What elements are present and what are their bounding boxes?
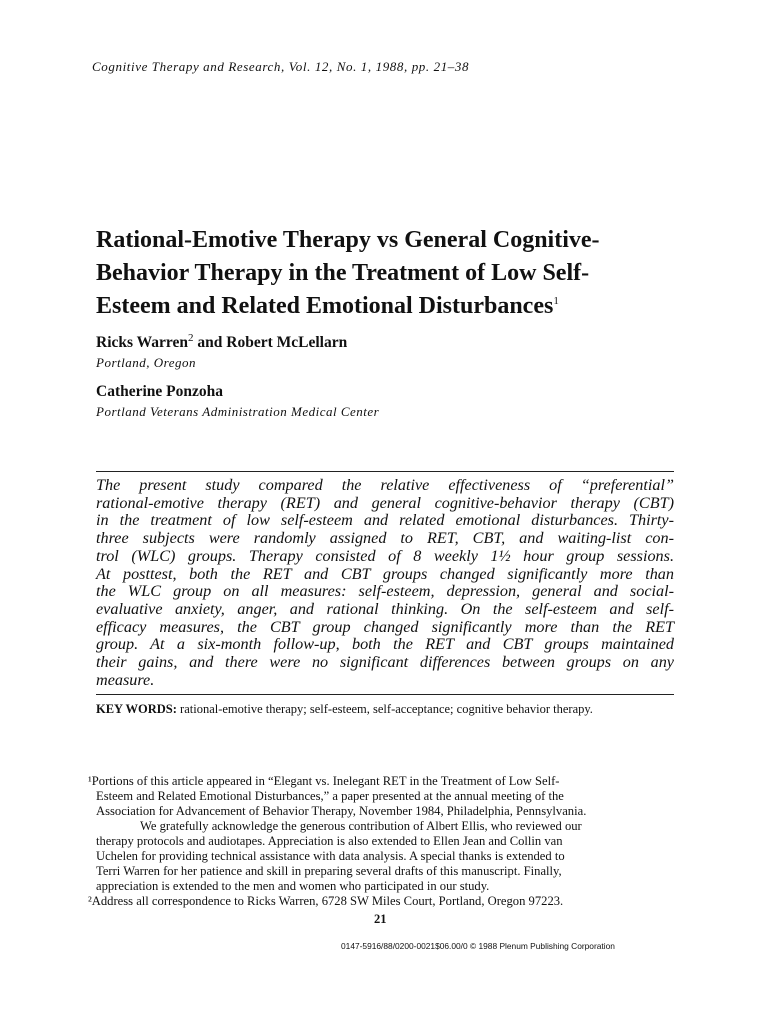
author-group-2 bbox=[96, 383, 696, 401]
footnote-line: ²Address all correspondence to Ricks Warren, 6728 SW Miles Court, Portland, Oregon 97223. bbox=[88, 894, 564, 908]
abstract-line: measure. bbox=[96, 670, 155, 689]
keywords-text: rational-emotive therapy; self-esteem, self-acceptance; cognitive behavior therapy. bbox=[176, 702, 593, 716]
copyright-line: 0147-5916/88/0200-0021$06.00/0 © 1988 Plenum Publishing Corporation bbox=[341, 941, 615, 951]
footnote-line: Uchelen for providing technical assistance with data analysis. A special thanks is extended to bbox=[96, 849, 565, 863]
author-name: Robert McLellarn bbox=[226, 334, 348, 351]
abstract-line: rational-emotive therapy (RET) and general cognitive-behavior therapy (CBT) bbox=[96, 493, 674, 512]
author-name: Ricks Warren bbox=[96, 334, 189, 351]
author-group-1 bbox=[96, 331, 696, 352]
journal-citation: Cognitive Therapy and Research, Vol. 12, No. 1, 1988, pp. 21–38 bbox=[92, 59, 470, 74]
title-line: Behavior Therapy in the Treatment of Low Self- bbox=[96, 260, 590, 286]
author-footnote-mark: 2 bbox=[188, 331, 194, 344]
keywords-label: KEY WORDS: bbox=[96, 702, 177, 716]
author-affiliation: Portland, Oregon bbox=[96, 355, 196, 370]
author-affiliation: Portland Veterans Administration Medical Center bbox=[96, 404, 380, 419]
abstract-line: The present study compared the relative effectiveness of “preferential” bbox=[96, 476, 674, 494]
abstract-line: efficacy measures, the CBT group changed significantly more than the RET bbox=[96, 617, 674, 636]
footnote-line: appreciation is extended to the men and women who participated in our study. bbox=[96, 879, 490, 893]
page-number: 21 bbox=[374, 912, 387, 926]
keywords bbox=[96, 702, 593, 717]
author-name: Catherine Ponzoha bbox=[96, 383, 224, 400]
footnote-line: Esteem and Related Emotional Disturbances,” a paper presented at the annual meeting of the bbox=[96, 789, 564, 803]
abstract-top-rule bbox=[96, 471, 674, 472]
footnote-line: ¹Portions of this article appeared in “Elegant vs. Inelegant RET in the Treatment of Low Self- bbox=[88, 774, 560, 788]
abstract-line: evaluative anxiety, anger, and rational thinking. On the self-esteem and self- bbox=[96, 599, 674, 618]
title-footnote-mark: 1 bbox=[553, 295, 559, 307]
abstract-line: At posttest, both the RET and CBT groups changed significantly more than bbox=[96, 564, 674, 583]
abstract-line: the WLC group on all measures: self-esteem, depression, general and social- bbox=[96, 582, 674, 601]
footnote-line: therapy protocols and audiotapes. Appreciation is also extended to Ellen Jean and Collin van bbox=[96, 834, 563, 848]
abstract-line: trol (WLC) groups. Therapy consisted of 8 weekly 1½ hour group sessions. bbox=[96, 546, 674, 565]
author-connector: and bbox=[193, 334, 227, 351]
abstract-line: in the treatment of low self-esteem and related emotional disturbances. Thirty- bbox=[96, 511, 674, 530]
article-title bbox=[96, 224, 696, 323]
title-line: Rational-Emotive Therapy vs General Cognitive- bbox=[96, 227, 600, 253]
title-line-last bbox=[96, 290, 696, 323]
abstract-line: group. At a six-month follow-up, both the RET and CBT groups maintained bbox=[96, 635, 674, 654]
footnotes bbox=[88, 774, 674, 909]
footnote-line: We gratefully acknowledge the generous contribution of Albert Ellis, who reviewed our bbox=[140, 819, 582, 833]
footnote-line: Association for Advancement of Behavior Therapy, November 1984, Philadelphia, Pennsylvania. bbox=[96, 804, 587, 818]
abstract bbox=[96, 477, 674, 689]
abstract-line: their gains, and there were no significant differences between groups on any bbox=[96, 653, 674, 672]
title-line-text: Esteem and Related Emotional Disturbances bbox=[96, 293, 554, 319]
abstract-line: three subjects were randomly assigned to RET, CBT, and waiting-list con- bbox=[96, 529, 674, 548]
footnote-line: Terri Warren for her patience and skill in preparing several drafts of this manuscript. Finally, bbox=[96, 864, 562, 878]
abstract-bottom-rule bbox=[96, 694, 674, 695]
